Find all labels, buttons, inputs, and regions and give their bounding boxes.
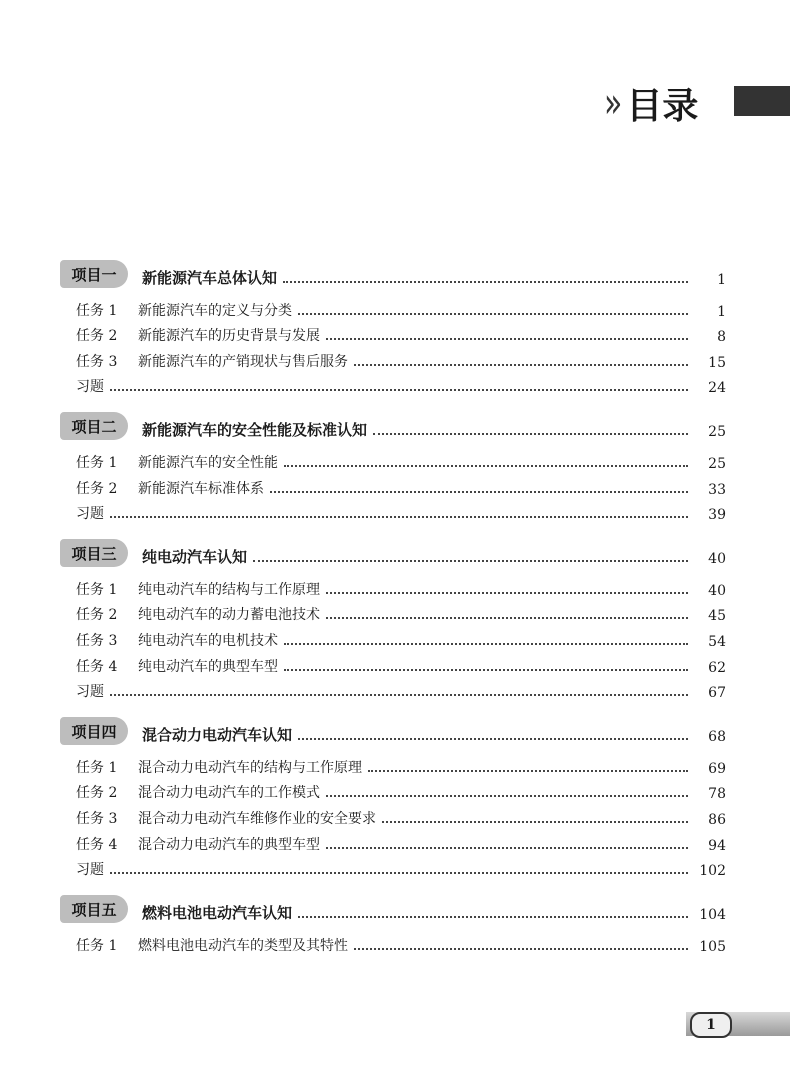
page-ref: 68 <box>708 729 726 746</box>
page-ref: 67 <box>708 685 726 702</box>
task-title: 混合动力电动汽车维修作业的安全要求 <box>138 810 376 827</box>
toc-project <box>60 410 726 523</box>
dot-leader <box>326 794 688 797</box>
toc-project-entry[interactable] <box>60 537 726 567</box>
exercise-label: 习题 <box>76 684 104 701</box>
toc-header <box>604 78 698 129</box>
project-badge: 项目二 <box>60 412 128 440</box>
task-title: 混合动力电动汽车的结构与工作原理 <box>138 759 362 776</box>
toc-task-entry[interactable] <box>60 929 726 955</box>
toc-exercise-entry[interactable] <box>60 498 726 524</box>
page-ref: 1 <box>717 272 726 288</box>
toc-task-entry[interactable] <box>60 828 726 854</box>
page-ref: 8 <box>717 329 726 346</box>
task-title: 新能源汽车的定义与分类 <box>138 302 292 319</box>
task-number: 任务 1 <box>76 302 118 319</box>
task-number: 任务 2 <box>76 785 118 802</box>
toc-task-entry[interactable] <box>60 751 726 777</box>
task-number: 任务 1 <box>76 937 118 954</box>
dot-leader <box>284 668 688 671</box>
toc-project <box>60 258 726 396</box>
page-ref: 40 <box>708 551 726 568</box>
task-number: 任务 2 <box>76 607 118 624</box>
page-ref: 39 <box>708 507 726 524</box>
task-number: 任务 1 <box>76 759 118 776</box>
dot-leader <box>298 737 688 740</box>
page-ref: 25 <box>708 424 726 441</box>
toc-task-entry[interactable] <box>60 294 726 320</box>
task-title: 混合动力电动汽车的典型车型 <box>138 836 320 853</box>
dot-leader <box>326 846 688 849</box>
title-decor-line <box>734 114 790 116</box>
page-ref: 105 <box>699 938 726 955</box>
dot-leader <box>253 559 688 562</box>
toc-exercise-entry[interactable] <box>60 676 726 702</box>
task-title: 混合动力电动汽车的工作模式 <box>138 785 320 802</box>
dot-leader <box>110 388 688 391</box>
toc-task-entry[interactable] <box>60 446 726 472</box>
page-ref: 33 <box>708 481 726 498</box>
page-ref: 24 <box>708 380 726 397</box>
exercise-label: 习题 <box>76 862 104 879</box>
task-number: 任务 3 <box>76 810 118 827</box>
project-title: 混合动力电动汽车认知 <box>142 726 293 745</box>
dot-leader <box>368 769 688 772</box>
page-ref: 69 <box>708 760 726 777</box>
page-ref: 54 <box>708 633 726 650</box>
toc-project <box>60 893 726 955</box>
exercise-label: 习题 <box>76 379 104 396</box>
page-ref: 62 <box>708 659 726 676</box>
toc-task-entry[interactable] <box>60 472 726 498</box>
dot-leader <box>354 947 688 950</box>
dot-leader <box>354 363 688 366</box>
page-ref: 1 <box>717 303 726 320</box>
page-ref: 94 <box>708 837 726 854</box>
toc-task-entry[interactable] <box>60 650 726 676</box>
task-number: 任务 4 <box>76 836 118 853</box>
toc-task-entry[interactable] <box>60 320 726 346</box>
task-title: 新能源汽车的历史背景与发展 <box>138 328 320 345</box>
toc-project-entry[interactable] <box>60 258 726 288</box>
dot-leader <box>298 915 688 918</box>
page-ref: 104 <box>699 907 726 924</box>
toc-project <box>60 715 726 879</box>
task-title: 纯电动汽车的结构与工作原理 <box>138 581 320 598</box>
task-number: 任务 2 <box>76 480 118 497</box>
exercise-label: 习题 <box>76 506 104 523</box>
task-number: 任务 3 <box>76 632 118 649</box>
dot-leader <box>110 515 688 518</box>
dot-leader <box>284 464 688 467</box>
project-title: 燃料电池电动汽车认知 <box>142 904 293 923</box>
dot-leader <box>298 312 688 315</box>
dot-leader <box>110 871 688 874</box>
task-title: 新能源汽车的产销现状与售后服务 <box>138 353 348 370</box>
page-ref: 78 <box>708 786 726 803</box>
toc-exercise-entry[interactable] <box>60 371 726 397</box>
toc-project-entry[interactable] <box>60 893 726 923</box>
page-ref: 40 <box>708 582 726 599</box>
double-chevron-icon: » <box>604 79 613 128</box>
dot-leader <box>373 432 688 435</box>
task-title: 燃料电池电动汽车的类型及其特性 <box>138 937 348 954</box>
task-number: 任务 3 <box>76 353 118 370</box>
toc-task-entry[interactable] <box>60 573 726 599</box>
page-ref: 45 <box>708 608 726 625</box>
dot-leader <box>326 591 688 594</box>
toc-project-entry[interactable] <box>60 715 726 745</box>
dot-leader <box>284 642 688 645</box>
task-number: 任务 2 <box>76 328 118 345</box>
page-ref: 15 <box>708 354 726 371</box>
dot-leader <box>326 337 688 340</box>
project-badge: 项目四 <box>60 717 128 745</box>
page-ref: 102 <box>699 863 726 880</box>
dot-leader <box>283 280 688 283</box>
toc-project-entry[interactable] <box>60 410 726 440</box>
task-title: 纯电动汽车的动力蓄电池技术 <box>138 607 320 624</box>
project-title: 新能源汽车的安全性能及标准认知 <box>142 421 368 440</box>
task-title: 新能源汽车的安全性能 <box>138 454 278 471</box>
dot-leader <box>270 490 688 493</box>
page-ref: 86 <box>708 811 726 828</box>
dot-leader <box>110 693 688 696</box>
task-title: 新能源汽车标准体系 <box>138 480 264 497</box>
toc-task-entry[interactable] <box>60 777 726 803</box>
title-decor-bar <box>734 86 790 115</box>
task-title: 纯电动汽车的典型车型 <box>138 658 278 675</box>
task-number: 任务 4 <box>76 658 118 675</box>
project-badge: 项目五 <box>60 895 128 923</box>
toc-task-entry[interactable] <box>60 802 726 828</box>
toc-task-entry[interactable] <box>60 345 726 371</box>
toc-project <box>60 537 726 701</box>
project-title: 新能源汽车总体认知 <box>142 269 278 287</box>
toc-task-entry[interactable] <box>60 599 726 625</box>
task-number: 任务 1 <box>76 454 118 471</box>
project-badge: 项目一 <box>60 260 128 288</box>
dot-leader <box>326 616 688 619</box>
page-title: 目录 <box>626 86 699 127</box>
project-title: 纯电动汽车认知 <box>142 548 248 567</box>
toc-task-entry[interactable] <box>60 624 726 650</box>
task-number: 任务 1 <box>76 581 118 598</box>
table-of-contents <box>60 258 726 969</box>
toc-exercise-entry[interactable] <box>60 854 726 880</box>
page-number: 1 <box>690 1012 732 1038</box>
dot-leader <box>382 820 688 823</box>
page-ref: 25 <box>708 455 726 472</box>
project-badge: 项目三 <box>60 539 128 567</box>
task-title: 纯电动汽车的电机技术 <box>138 632 278 649</box>
